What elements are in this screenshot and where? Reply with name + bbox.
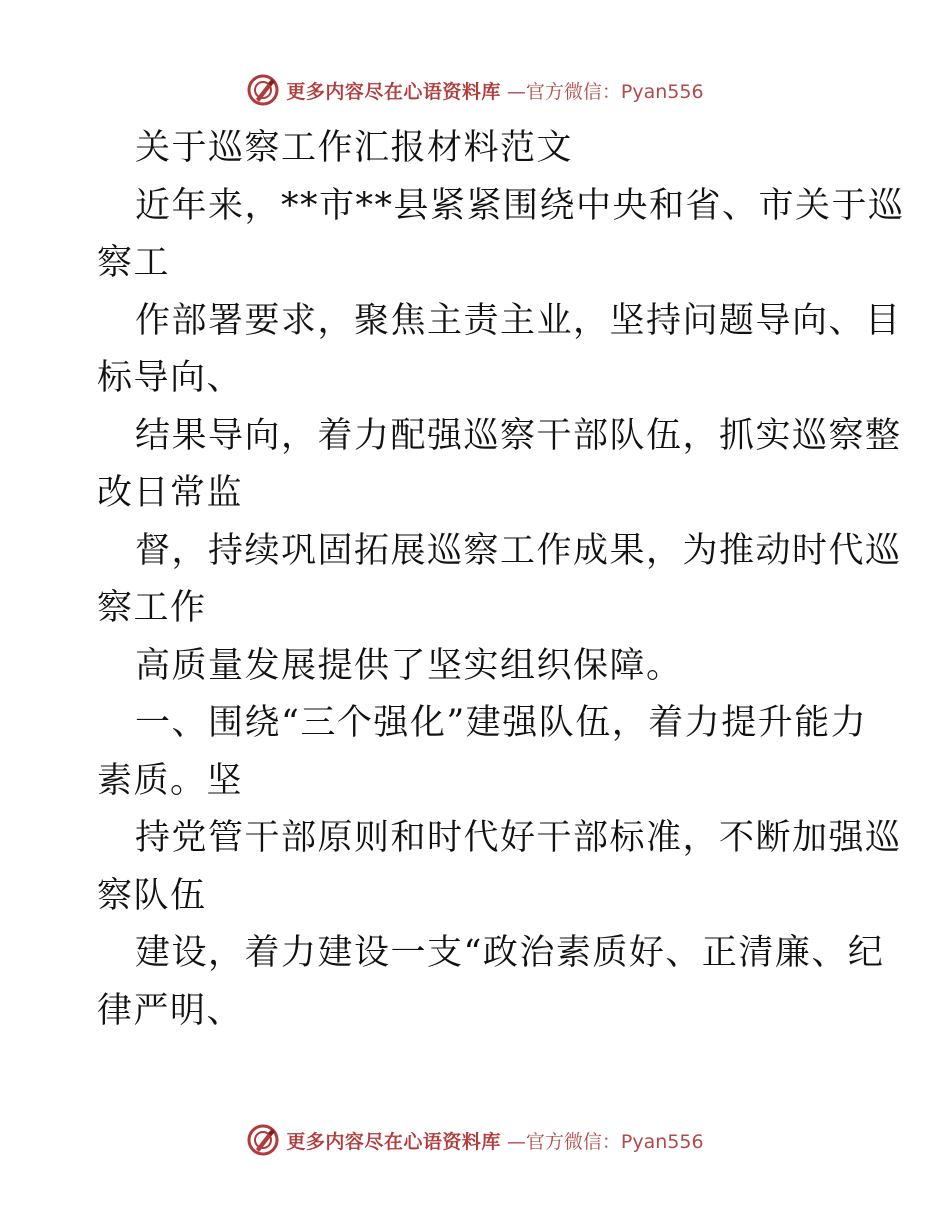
seal-logo-icon: [246, 73, 280, 107]
paragraph-line: 改日常监: [97, 473, 244, 513]
watermark-sub-text: —官方微信：Pyan556: [506, 1130, 704, 1153]
paragraph-line: 素质。坚: [97, 760, 244, 801]
paragraph-line: 作部署要求，聚焦主责主业，坚持问题导向、目: [135, 300, 902, 341]
paragraph-line: 标导向、: [97, 358, 244, 398]
paragraph-line: 律严明、: [97, 990, 244, 1031]
header-watermark: [0, 70, 950, 110]
watermark-main-text: 更多内容尽在心语资料库: [286, 1130, 501, 1153]
paragraph-line: 结果导向，着力配强巡察干部队伍，抓实巡察整: [135, 415, 902, 456]
paragraph-line: 高质量发展提供了坚实组织保障。: [135, 645, 683, 686]
document-title: 关于巡察工作汇报材料范文: [135, 128, 574, 168]
footer-watermark: [0, 1120, 950, 1160]
paragraph-line: 察队伍: [97, 875, 207, 916]
paragraph-line: 察工: [97, 243, 171, 283]
paragraph-line: 建设，着力建设一支“政治素质好、正清廉、纪: [135, 933, 885, 973]
paragraph-line: 近年来，**市**县紧紧围绕中央和省、市关于巡: [135, 185, 905, 226]
paragraph-line: 持党管干部原则和时代好干部标准，不断加强巡: [135, 818, 902, 858]
section-heading-line: 一、围绕“三个强化”建强队伍，着力提升能力: [135, 703, 868, 743]
paragraph-line: 察工作: [97, 588, 207, 628]
watermark-sub-text: —官方微信：Pyan556: [506, 80, 704, 103]
seal-logo-icon: [246, 1123, 280, 1157]
watermark-main-text: 更多内容尽在心语资料库: [286, 80, 501, 103]
document-body: [97, 120, 905, 1040]
paragraph-line: 督，持续巩固拓展巡察工作成果，为推动时代巡: [135, 530, 902, 571]
